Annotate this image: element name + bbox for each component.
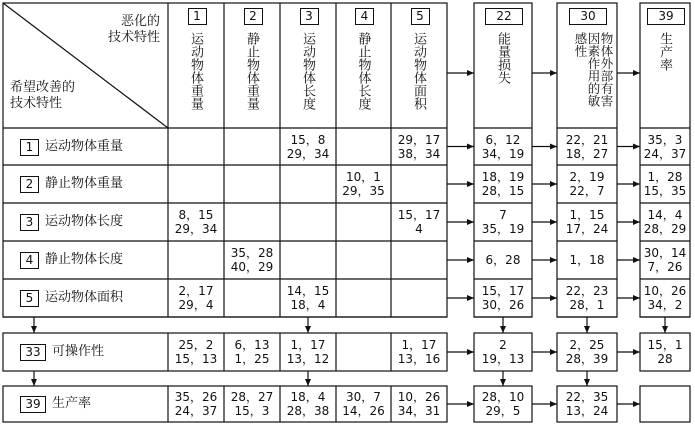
- arrowhead: [467, 349, 474, 355]
- row-number-box: 2: [20, 176, 39, 193]
- matrix-cell: 1，15 17，24: [565, 208, 609, 236]
- row-number-box: 39: [20, 396, 46, 413]
- arrowhead: [633, 401, 640, 407]
- arrowhead: [467, 70, 474, 76]
- column-label: 生产率: [657, 32, 672, 71]
- matrix-cell: 15，8 29，34: [286, 132, 330, 161]
- matrix-cell: 2，19 22，7: [569, 170, 605, 198]
- arrowhead: [305, 379, 311, 386]
- improving-features-label: 希望改善的 技术特性: [10, 80, 76, 111]
- matrix-cell: 28，10 29，5: [481, 390, 525, 418]
- extra-cell-border: [640, 386, 690, 422]
- matrix-cell: 1，18: [569, 253, 605, 267]
- matrix-cell: 22，21 18，27: [565, 132, 609, 161]
- matrix-cell: 2，17 29，4: [178, 284, 214, 312]
- column-number-box: 2: [244, 8, 263, 25]
- row-number-box: 5: [20, 290, 39, 307]
- arrowhead: [550, 257, 557, 263]
- column-label: 能量损失: [495, 32, 510, 84]
- matrix-cell: 29，17 38，34: [397, 132, 441, 161]
- matrix-cell: 30，14 7，26: [643, 246, 687, 274]
- row-number-box: 1: [20, 139, 39, 156]
- matrix-cell: 14，4 28，29: [643, 208, 687, 236]
- column-number-box: 22: [485, 8, 523, 25]
- matrix-cell: 35，28 40，29: [230, 246, 274, 274]
- matrix-cell: 22，35 13，24: [565, 390, 609, 418]
- row-number-box: 3: [20, 214, 39, 231]
- column-number-box: 39: [647, 8, 685, 25]
- row-label: 运动物体长度: [45, 214, 124, 229]
- matrix-cell: 10，26 34，2: [643, 284, 687, 312]
- arrowhead: [633, 181, 640, 187]
- arrowhead: [550, 219, 557, 225]
- arrowhead: [467, 295, 474, 301]
- matrix-cell: 30，7 14，26: [342, 390, 385, 418]
- matrix-cell: 2，25 28，39: [565, 338, 609, 366]
- worsening-features-label: 恶化的 技术特性: [108, 14, 161, 45]
- column-label: 静止物体长度: [355, 32, 371, 110]
- arrowhead: [500, 379, 506, 386]
- arrowhead: [467, 401, 474, 407]
- arrowhead: [550, 144, 557, 150]
- arrowhead: [662, 326, 668, 333]
- arrowhead: [305, 326, 311, 333]
- column-number-box: 5: [411, 8, 430, 25]
- arrowhead: [633, 349, 640, 355]
- arrowhead: [467, 219, 474, 225]
- column-label: 静止物体重量: [244, 32, 259, 110]
- matrix-cell: 6，28: [485, 253, 521, 267]
- arrowhead: [550, 70, 557, 76]
- row-label: 运动物体重量: [45, 138, 124, 154]
- column-label: 物体外部有害因素作用的敏感性: [573, 32, 614, 107]
- column-number-box: 1: [188, 8, 207, 25]
- row-number-box: 33: [20, 344, 46, 361]
- matrix-cell: 28，27 15，3: [230, 390, 274, 418]
- matrix-cell: 2 19，13: [481, 338, 525, 366]
- arrowhead: [500, 326, 506, 333]
- matrix-cell: 6，12 34，19: [481, 132, 525, 161]
- matrix-cell: 18，19 28，15: [481, 170, 525, 198]
- row-number-box: 4: [20, 252, 39, 269]
- matrix-cell: 15，17 4: [397, 208, 441, 236]
- arrowhead: [467, 181, 474, 187]
- matrix-cell: 25，2 15，13: [174, 338, 218, 366]
- arrowhead: [550, 295, 557, 301]
- row-label: 运动物体面积: [45, 290, 124, 305]
- arrowhead: [633, 295, 640, 301]
- matrix-cell: 10，26 34，31: [397, 390, 441, 418]
- matrix-cell: 18，4 28，38: [286, 390, 330, 418]
- arrowhead: [467, 144, 474, 150]
- arrowhead: [31, 326, 37, 333]
- matrix-cell: 15，1 28: [647, 338, 683, 366]
- column-label: 运动物体长度: [300, 32, 315, 110]
- matrix-cell: 35，26 24，37: [174, 390, 218, 418]
- column-number-box: 4: [355, 8, 374, 25]
- matrix-cell: 1，17 13，16: [397, 338, 441, 366]
- arrowhead: [633, 219, 640, 225]
- arrowhead: [31, 379, 37, 386]
- arrowhead: [633, 257, 640, 263]
- arrowhead: [584, 379, 590, 386]
- matrix-cell: 10，1 29，35: [342, 170, 385, 198]
- column-label: 运动物体面积: [411, 32, 426, 110]
- matrix-cell: 1，17 13，12: [286, 338, 330, 366]
- row-label: 生产率: [52, 396, 92, 411]
- matrix-cell: 6，13 1，25: [234, 338, 270, 366]
- arrowhead: [550, 349, 557, 355]
- row-label: 静止物体长度: [45, 252, 124, 267]
- arrowhead: [633, 70, 640, 76]
- row-label: 静止物体重量: [45, 176, 124, 191]
- matrix-cell: 7 35，19: [481, 208, 525, 236]
- row-label: 可操作性: [52, 344, 105, 359]
- column-number-box: 30: [569, 8, 607, 25]
- arrowhead: [584, 326, 590, 333]
- arrowhead: [633, 144, 640, 150]
- matrix-cell: 15，17 30，26: [481, 284, 525, 312]
- matrix-cell: 8，15 29，34: [174, 208, 218, 236]
- arrowhead: [550, 401, 557, 407]
- matrix-cell: 22，23 28，1: [565, 284, 609, 312]
- matrix-cell: 1，28 15，35: [643, 170, 687, 198]
- arrowhead: [550, 181, 557, 187]
- column-label: 运动物体重量: [188, 32, 203, 110]
- matrix-cell: 35，3 24，37: [643, 132, 687, 161]
- arrowhead: [467, 257, 474, 263]
- column-number-box: 3: [300, 8, 319, 25]
- matrix-cell: 14，15 18，4: [286, 284, 330, 312]
